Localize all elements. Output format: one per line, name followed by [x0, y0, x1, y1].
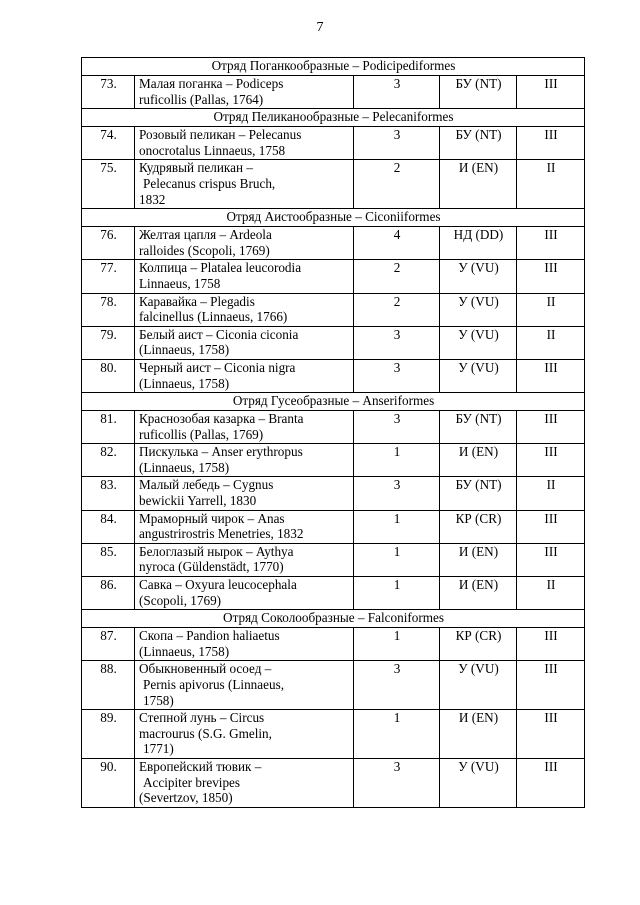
species-name: [135, 477, 354, 510]
species-name-line: bewickii Yarrell, 1830: [139, 493, 257, 509]
order-title: Отряд Поганкообразные – Podicipediformes: [82, 58, 585, 76]
species-name-line: ruficollis (Pallas, 1769): [139, 426, 264, 442]
order-header-row: [82, 209, 585, 227]
species-number: 90.: [82, 758, 135, 807]
iucn-status: И (EN): [440, 710, 517, 759]
species-row: [82, 710, 585, 759]
species-name-line: Pelecanus crispus Bruch,: [143, 175, 276, 191]
species-name-line: 1771): [143, 741, 174, 757]
iucn-status: КР (CR): [440, 628, 517, 661]
species-name: [135, 127, 354, 160]
rarity-category: 2: [354, 160, 440, 209]
iucn-status: У (VU): [440, 326, 517, 359]
rarity-category: 2: [354, 260, 440, 293]
species-number: 78.: [82, 293, 135, 326]
species-number: 74.: [82, 127, 135, 160]
species-number: 79.: [82, 326, 135, 359]
species-name-line: (Scopoli, 1769): [139, 592, 222, 608]
species-name: [135, 628, 354, 661]
protection-class: II: [517, 477, 585, 510]
species-name-line: Linnaeus, 1758: [139, 275, 221, 291]
species-row: [82, 359, 585, 392]
species-row: [82, 510, 585, 543]
order-title: Отряд Гусеобразные – Anseriformes: [82, 393, 585, 411]
species-name-line: (Linnaeus, 1758): [139, 342, 230, 358]
species-name-line: nyroca (Güldenstädt, 1770): [139, 559, 284, 575]
species-name: [135, 577, 354, 610]
protection-class: III: [517, 260, 585, 293]
iucn-status: И (EN): [440, 543, 517, 576]
species-name-line: Европейский тювик –: [139, 758, 262, 774]
iucn-status: У (VU): [440, 260, 517, 293]
species-row: [82, 293, 585, 326]
species-row: [82, 411, 585, 444]
species-row: [82, 326, 585, 359]
species-name-line: Черный аист – Ciconia nigra: [139, 359, 296, 375]
order-header-row: [82, 393, 585, 411]
protection-class: II: [517, 326, 585, 359]
protection-class: III: [517, 758, 585, 807]
rarity-category: 1: [354, 577, 440, 610]
species-name: [135, 444, 354, 477]
order-title: Отряд Аистообразные – Ciconiiformes: [82, 209, 585, 227]
species-name: [135, 160, 354, 209]
species-row: [82, 758, 585, 807]
species-number: 73.: [82, 76, 135, 109]
species-name: [135, 260, 354, 293]
protection-class: III: [517, 127, 585, 160]
species-name: [135, 359, 354, 392]
species-name: [135, 661, 354, 710]
species-number: 87.: [82, 628, 135, 661]
species-name: [135, 710, 354, 759]
species-row: [82, 76, 585, 109]
rarity-category: 3: [354, 127, 440, 160]
species-name-line: Желтая цапля – Ardeola: [139, 227, 272, 243]
species-number: 82.: [82, 444, 135, 477]
species-name-line: angustrirostris Menetries, 1832: [139, 526, 304, 542]
rarity-category: 1: [354, 543, 440, 576]
rarity-category: 3: [354, 326, 440, 359]
species-row: [82, 260, 585, 293]
species-number: 84.: [82, 510, 135, 543]
species-table: [81, 57, 585, 808]
table-body: [82, 58, 585, 808]
species-name-line: Белый аист – Ciconia ciconia: [139, 326, 299, 342]
species-name-line: Малая поганка – Podiceps: [139, 76, 284, 91]
iucn-status: И (EN): [440, 444, 517, 477]
species-name-line: falcinellus (Linnaeus, 1766): [139, 309, 288, 325]
protection-class: II: [517, 160, 585, 209]
rarity-category: 1: [354, 710, 440, 759]
species-name: [135, 293, 354, 326]
protection-class: III: [517, 444, 585, 477]
species-name-line: Степной лунь – Circus: [139, 710, 265, 726]
protection-class: II: [517, 577, 585, 610]
species-name-line: Колпица – Platalea leucorodia: [139, 260, 302, 276]
species-name-line: Розовый пеликан – Pelecanus: [139, 127, 302, 143]
species-name-line: Краснозобая казарка – Branta: [139, 411, 304, 427]
iucn-status: БУ (NT): [440, 76, 517, 109]
species-number: 85.: [82, 543, 135, 576]
species-name-line: macrourus (S.G. Gmelin,: [139, 725, 272, 741]
species-row: [82, 127, 585, 160]
iucn-status: НД (DD): [440, 227, 517, 260]
protection-class: III: [517, 710, 585, 759]
species-row: [82, 227, 585, 260]
iucn-status: КР (CR): [440, 510, 517, 543]
iucn-status: У (VU): [440, 293, 517, 326]
species-name-line: (Linnaeus, 1758): [139, 459, 230, 475]
rarity-category: 1: [354, 444, 440, 477]
protection-class: III: [517, 510, 585, 543]
species-row: [82, 444, 585, 477]
iucn-status: И (EN): [440, 577, 517, 610]
iucn-status: И (EN): [440, 160, 517, 209]
order-header-row: [82, 610, 585, 628]
species-number: 88.: [82, 661, 135, 710]
iucn-status: БУ (NT): [440, 127, 517, 160]
species-name-line: Малый лебедь – Cygnus: [139, 477, 274, 493]
species-row: [82, 628, 585, 661]
species-name-line: ralloides (Scopoli, 1769): [139, 242, 270, 258]
species-name-line: 1758): [143, 692, 174, 708]
order-title: Отряд Соколообразные – Falconiformes: [82, 610, 585, 628]
species-name: [135, 758, 354, 807]
page-number: 7: [316, 20, 324, 35]
order-header-row: [82, 109, 585, 127]
protection-class: III: [517, 661, 585, 710]
rarity-category: 2: [354, 293, 440, 326]
species-name: [135, 510, 354, 543]
rarity-category: 3: [354, 661, 440, 710]
species-name: [135, 76, 354, 109]
species-number: 76.: [82, 227, 135, 260]
order-header-row: [82, 58, 585, 76]
species-number: 75.: [82, 160, 135, 209]
protection-class: II: [517, 293, 585, 326]
species-name: [135, 326, 354, 359]
species-number: 80.: [82, 359, 135, 392]
species-name-line: onocrotalus Linnaeus, 1758: [139, 142, 286, 158]
species-name-line: (Linnaeus, 1758): [139, 375, 230, 391]
species-name-line: Савка – Oxyura leucocephala: [139, 577, 297, 593]
species-number: 86.: [82, 577, 135, 610]
species-number: 89.: [82, 710, 135, 759]
species-name-line: (Severtzov, 1850): [139, 790, 233, 806]
rarity-category: 3: [354, 359, 440, 392]
rarity-category: 1: [354, 510, 440, 543]
rarity-category: 3: [354, 411, 440, 444]
protection-class: III: [517, 227, 585, 260]
iucn-status: БУ (NT): [440, 411, 517, 444]
iucn-status: У (VU): [440, 758, 517, 807]
iucn-status: У (VU): [440, 359, 517, 392]
species-name-line: Кудрявый пеликан –: [139, 160, 253, 176]
protection-class: III: [517, 628, 585, 661]
protection-class: III: [517, 411, 585, 444]
species-row: [82, 577, 585, 610]
rarity-category: 3: [354, 477, 440, 510]
rarity-category: 3: [354, 76, 440, 109]
species-name-line: Каравайка – Plegadis: [139, 293, 255, 309]
species-name-line: Accipiter brevipes: [143, 774, 241, 790]
iucn-status: У (VU): [440, 661, 517, 710]
rarity-category: 4: [354, 227, 440, 260]
species-name-line: (Linnaeus, 1758): [139, 643, 230, 659]
species-name-line: 1832: [139, 191, 166, 207]
species-number: 81.: [82, 411, 135, 444]
species-name-line: Pernis apivorus (Linnaeus,: [143, 677, 285, 692]
species-row: [82, 543, 585, 576]
species-name-line: Обыкновенный осоед –: [139, 661, 272, 677]
species-name: [135, 543, 354, 576]
rarity-category: 3: [354, 758, 440, 807]
protection-class: III: [517, 359, 585, 392]
protection-class: III: [517, 543, 585, 576]
species-name-line: ruficollis (Pallas, 1764): [139, 91, 264, 107]
species-row: [82, 477, 585, 510]
order-title: Отряд Пеликанообразные – Pelecaniformes: [82, 109, 585, 127]
species-name-line: Мраморный чирок – Anas: [139, 510, 285, 526]
species-name: [135, 411, 354, 444]
iucn-status: БУ (NT): [440, 477, 517, 510]
species-row: [82, 661, 585, 710]
protection-class: III: [517, 76, 585, 109]
species-name: [135, 227, 354, 260]
species-name-line: Пискулька – Anser erythropus: [139, 444, 303, 460]
species-number: 83.: [82, 477, 135, 510]
species-row: [82, 160, 585, 209]
species-number: 77.: [82, 260, 135, 293]
species-name-line: Скопа – Pandion haliaetus: [139, 628, 280, 644]
rarity-category: 1: [354, 628, 440, 661]
species-name-line: Белоглазый нырок – Aythya: [139, 543, 294, 559]
